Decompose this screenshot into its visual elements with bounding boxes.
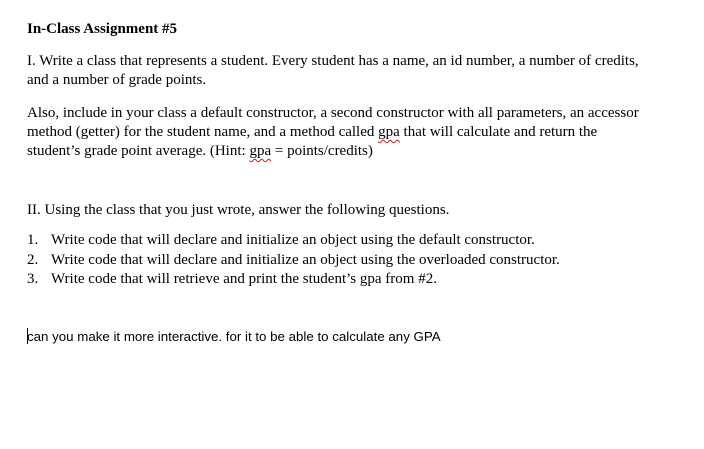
details-text-end: = points/credits): [271, 143, 373, 159]
question-number: 1.: [27, 232, 39, 248]
question-text: Write code that will declare and initialize an object using the default constructor.: [51, 232, 535, 248]
question-text: Write code that will declare and initialize an object using the overloaded constructor.: [51, 251, 560, 268]
question-text: Write code that will retrieve and print the student’s gpa from #2.: [51, 271, 437, 287]
question-number: 3.: [27, 271, 39, 287]
user-request-text: can you make it more interactive. for it to be able to calculate any GPA: [27, 329, 441, 344]
part-one-paragraph: I. Write a class that represents a student. Every student has a name, an id number, a number of credits, and a number of grade points.: [27, 53, 639, 88]
questions-list: [27, 231, 560, 290]
question-item: [27, 270, 560, 290]
spellcheck-word-gpa-hint: gpa: [249, 143, 272, 159]
question-number: 2.: [27, 251, 39, 268]
details-text-middle: that will calculate and return the student’s grade point average. (Hint:: [27, 124, 598, 159]
part-two-heading: II. Using the class that you just wrote, answer the following questions.: [27, 202, 450, 218]
spellcheck-word-gpa: gpa: [378, 124, 400, 140]
part-one-details-paragraph: [27, 104, 647, 161]
user-request-text-line[interactable]: [27, 328, 441, 344]
question-item: [27, 231, 560, 251]
question-item: [27, 251, 560, 271]
assignment-title: In-Class Assignment #5: [27, 21, 178, 37]
details-text-start: Also, include in your class a default constructor, a second constructor with all parameters, an accessor method (getter) for the student name, and a method called: [27, 105, 639, 140]
